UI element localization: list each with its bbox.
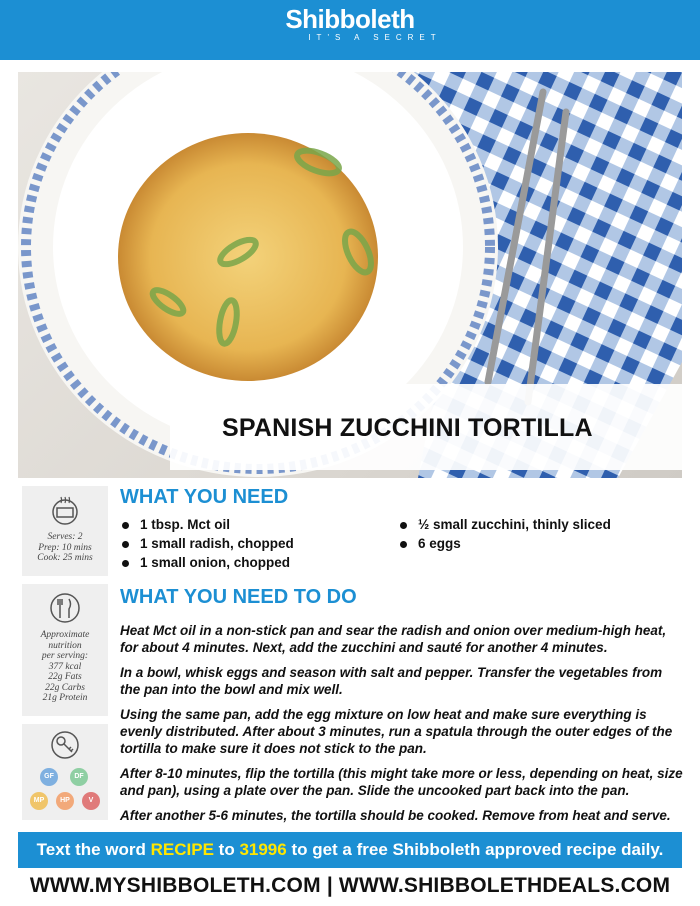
sms-text-pre: Text the word [36,840,151,859]
sms-text-mid: to [213,840,240,859]
sms-text-post: to get a free Shibboleth approved recipe daily. [286,840,664,859]
prep-text: Prep: 10 mins [38,542,92,553]
recipe-title: SPANISH ZUCCHINI TORTILLA [222,414,593,442]
direction-step: After another 5-6 minutes, the tortilla should be cooked. Remove from heat and serve. [120,808,671,823]
footer-urls: WWW.MYSHIBBOLETH.COM | WWW.SHIBBOLETHDEALS.COM [29,874,671,897]
ingredient-item: 1 small radish, chopped [120,536,294,555]
nutrition-protein: 21g Protein [42,693,88,703]
gluten-free-badge: GF [40,768,58,786]
ingredients-heading: WHAT YOU NEED [120,486,289,508]
directions-steps [120,622,686,832]
direction-step: Heat Mct oil in a non-stick pan and sear the radish and onion over medium-high heat, for about 4 minutes. Next, add the zucchini and sauté for another 4 minutes. [120,623,667,655]
logo-wordmark: Shibboleth [285,4,415,34]
nutrition-kcal: 377 kcal [48,661,82,672]
direction-step: In a bowl, whisk eggs and season with salt and pepper. Transfer the vegetables from the pan into the bowl and mix well. [120,665,663,697]
ingredient-item: 6 eggs [398,536,611,555]
servings-card [22,486,108,576]
key-icon [50,730,80,760]
shibboleth-logo [0,4,700,42]
nutrition-label-2: nutrition [48,640,82,651]
nutrition-carbs: 22g Carbs [45,682,85,693]
direction-step: After 8-10 minutes, flip the tortilla (this might take more or less, depending on heat, size and pan), using a plate over the pan. Slide the uncooked part back into the pan. [120,766,683,798]
nutrition-label-3: per serving: [41,651,89,661]
mp-badge: MP [30,792,48,810]
nutrition-card [22,584,108,716]
logo-tagline: IT'S A SECRET [308,33,442,42]
ingredient-item: 1 tbsp. Mct oil [120,517,294,536]
directions-heading: WHAT YOU NEED TO DO [120,586,357,608]
nutrition-label-1: Approximate [40,630,90,640]
diet-card [22,724,108,820]
direction-step: Using the same pan, add the egg mixture on low heat and make sure everything is evenly distributed. After about 3 minutes, run a spatula through the outer edges of the tortilla to make sure it does not stick to the pan. [120,707,673,756]
pot-icon [51,492,79,526]
ingredient-item: ½ small zucchini, thinly sliced [398,517,611,536]
vegetarian-badge: V [82,792,100,810]
sms-keyword: RECIPE [150,840,214,859]
fork-knife-icon [50,590,80,626]
hp-badge: HP [56,792,74,810]
serves-text: Serves: 2 [47,532,83,542]
sms-number: 31996 [239,840,287,859]
cook-text: Cook: 25 mins [37,553,93,563]
dairy-free-badge: DF [70,768,88,786]
nutrition-fats: 22g Fats [48,672,82,682]
ingredients-list-right [398,517,611,555]
recipe-title-box [170,384,682,470]
ingredient-item: 1 small onion, chopped [120,555,294,574]
ingredients-list-left [120,517,294,574]
header-bar [0,0,700,60]
sms-promo-banner [18,832,682,868]
